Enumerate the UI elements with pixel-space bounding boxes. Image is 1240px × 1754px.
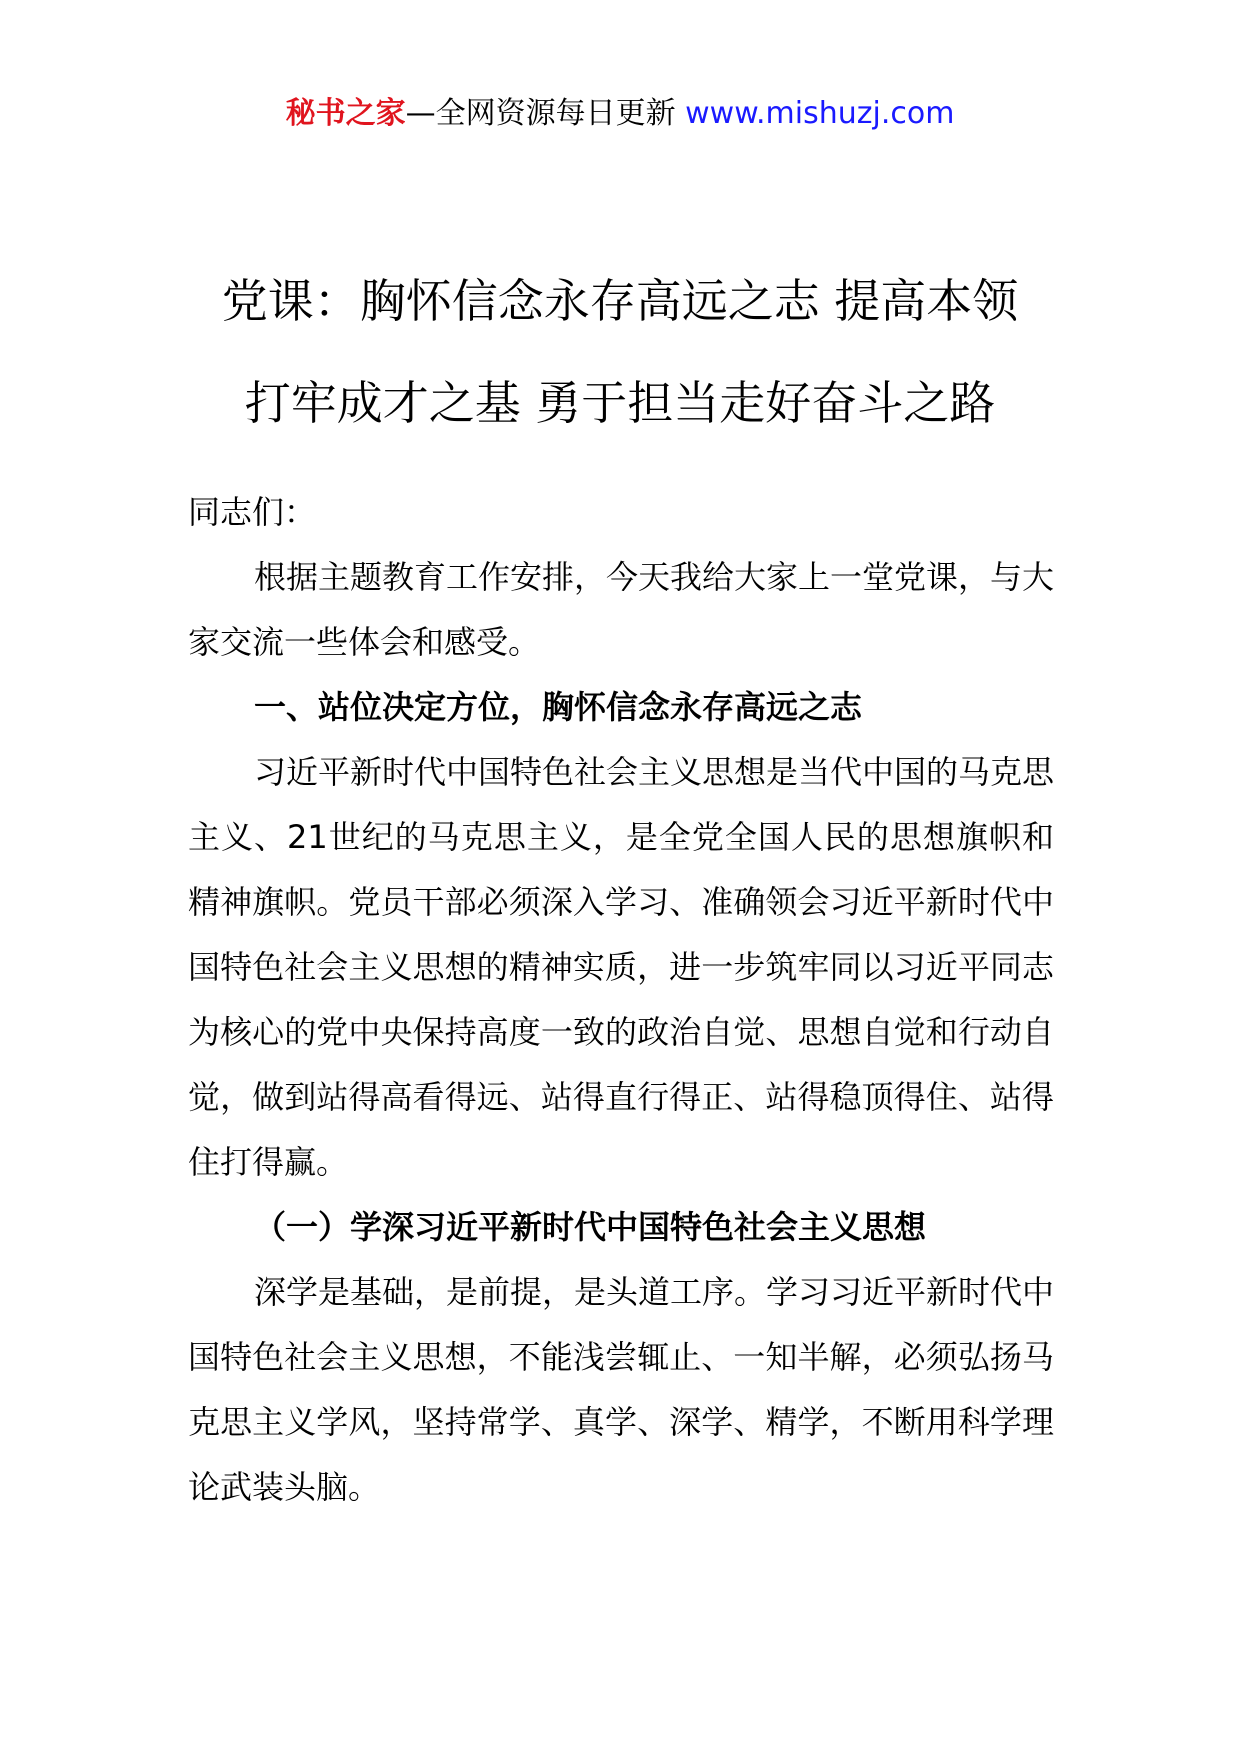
site-tagline: —全网资源每日更新 [405,96,686,131]
section-1-paragraph: 习近平新时代中国特色社会主义思想是当代中国的马克思主义、21世纪的马克思主义，是全党全国人民的思想旗帜和精神旗帜。党员干部必须深入学习、准确领会习近平新时代中国特色社会主义思想的精神实质，进一步筑牢同以习近平同志为核心的党中央保持高度一致的政治自觉、思想自觉和行动自觉，做到站得高看得远、站得直行得正、站得稳顶得住、站得住打得赢。 [188,753,1055,1181]
title-line-1: 党课：胸怀信念永存高远之志 提高本领 [221,274,1019,328]
title-line-2: 打牢成才之基 勇于担当走好奋斗之路 [244,376,996,430]
site-url-link[interactable]: www.mishuzj.com [685,96,955,131]
document-title [0,250,1240,454]
subsection-1-paragraph: 深学是基础，是前提，是头道工序。学习习近平新时代中国特色社会主义思想，不能浅尝辄止、一知半解，必须弘扬马克思主义学风，坚持常学、真学、深学、精学，不断用科学理论武装头脑。 [188,1273,1055,1506]
subsection-heading-1: （一）学深习近平新时代中国特色社会主义思想 [254,1208,927,1246]
intro-paragraph: 根据主题教育工作安排，今天我给大家上一堂党课，与大家交流一些体会和感受。 [188,558,1055,661]
site-brand: 秘书之家 [285,96,406,131]
salutation: 同志们： [188,493,317,531]
section-heading-1: 一、站位决定方位，胸怀信念永存高远之志 [254,688,863,726]
document-body [188,480,1054,1520]
site-header [0,94,1240,134]
